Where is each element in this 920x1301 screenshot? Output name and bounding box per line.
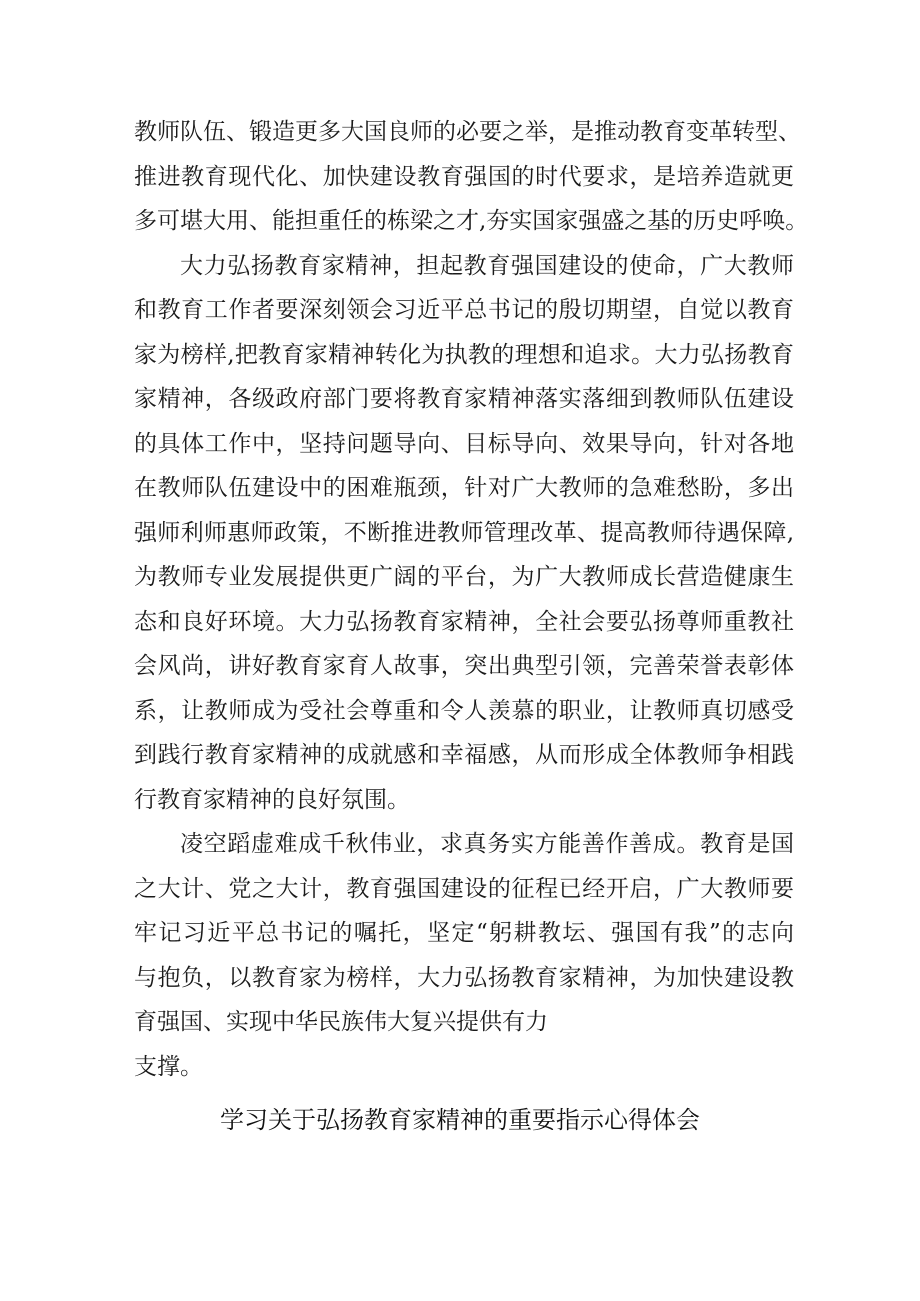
paragraph-3-line-5: 育强国、实现中华民族伟大复兴提供有力 (134, 1009, 548, 1035)
paragraph-2-line-5: 的具体工作中，坚持问题导向、目标导向、效果导向，针对各地 (134, 430, 794, 457)
next-article-title: 学习关于弘扬教育家精神的重要指示心得体会 (220, 1106, 700, 1134)
paragraph-2-line-7: 强师利师惠师政策，不断推进教师管理改革、提高教师待遇保障, (134, 519, 794, 546)
paragraph-2-line-9: 态和良好环境。大力弘扬教育家精神，全社会要弘扬尊师重教社 (134, 608, 794, 635)
paragraph-1-line-2: 推进教育现代化、加快建设教育强国的时代要求，是培养造就更 (134, 163, 794, 190)
paragraph-3-line-1: 凌空蹈虚难成千秋伟业，求真务实方能善作善成。教育是国 (180, 831, 794, 857)
paragraph-1-line-1: 教师队伍、锻造更多大国良师的必要之举，是推动教育变革转型、 (134, 119, 801, 145)
paragraph-3-line-3: 牢记习近平总书记的嘱托，坚定“躬耕教坛、强国有我”的志向 (134, 920, 794, 946)
paragraph-3-line-2: 之大计、党之大计，教育强国建设的征程已经开启，广大教师要 (134, 875, 794, 902)
article-body (134, 110, 809, 1089)
paragraph-2-line-6: 在教师队伍建设中的困难瓶颈，针对广大教师的急难愁盼，多出 (134, 475, 794, 501)
paragraph-2-line-8: 为教师专业发展提供更广阔的平台，为广大教师成长营造健康生 (134, 564, 794, 590)
paragraph-2-line-2: 和教育工作者要深刻领会习近平总书记的殷切期望，自觉以教育 (134, 297, 794, 323)
paragraph-2-line-3: 家为榜样,把教育家精神转化为执教的理想和追求。大力弘扬教育 (134, 341, 794, 368)
paragraph-2-line-13: 行教育家精神的良好氛围。 (134, 786, 410, 813)
paragraph-1-line-3: 多可堪大用、能担重任的栋梁之才,夯实国家强盛之基的历史呼唤。 (134, 208, 809, 234)
paragraph-3-line-4: 与抱负，以教育家为榜样，大力弘扬教育家精神，为加快建设教 (134, 964, 794, 991)
paragraph-2-line-4: 家精神，各级政府部门要将教育家精神落实落细到教师队伍建设 (134, 386, 794, 412)
paragraph-2-line-12: 到践行教育家精神的成就感和幸福感，从而形成全体教师争相践 (134, 742, 794, 768)
paragraph-3-line-6: 支撑。 (134, 1053, 203, 1080)
paragraph-2-line-10: 会风尚，讲好教育家育人故事，突出典型引领，完善荣誉表彰体 (134, 653, 794, 679)
paragraph-2-line-11: 系，让教师成为受社会尊重和令人羡慕的职业，让教师真切感受 (134, 697, 794, 724)
paragraph-2-line-1: 大力弘扬教育家精神，担起教育强国建设的使命，广大教师 (180, 252, 794, 279)
